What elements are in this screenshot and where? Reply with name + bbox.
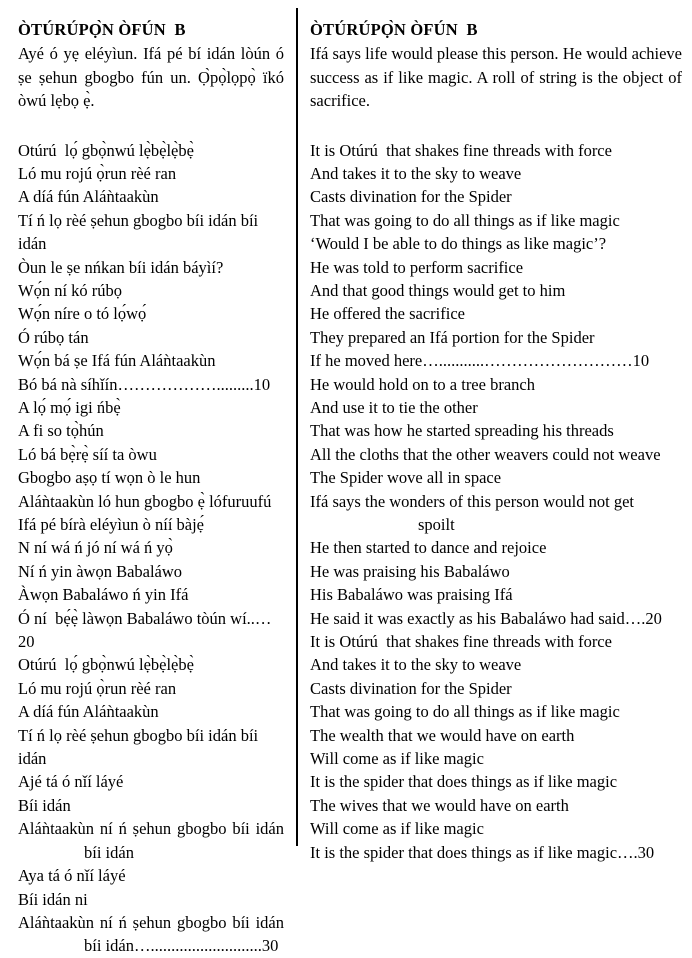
verse-line: Ló mu rojú ọ̀run rèé ran [18,163,177,183]
verse-line: Bíi idán ni [18,889,88,909]
verse-line: Ní ń yin àwọn Babaláwo [18,561,183,581]
verse-line: A fi so tọ̀hún [18,421,104,441]
verse-line: Wọ́n níre o tó lọ́wọ́ [18,304,147,324]
right-column-verse [310,139,682,865]
verse-line: The wealth that we would have on earth [310,725,575,745]
verse-line-numbered: Ó ní bẹ́ẹ̀ làwọn Babaláwo tòún wí..…20 [18,608,272,652]
verse-line: That was going to do all things as if like magic [310,210,620,230]
verse-line: Will come as if like magic [310,749,484,769]
left-column-verse [18,139,284,958]
verse-line-continuation: spoilt [418,515,455,534]
verse-line: The wives that we would have on earth [310,795,569,815]
verse-line: He would hold on to a tree branch [310,374,535,394]
verse-line: Casts divination for the Spider [310,187,512,207]
verse-line: That was going to do all things as if like magic [310,702,620,722]
verse-line: Tí ń lọ rèé ṣehun gbogbo bíi idán bíi idán [18,725,263,769]
verse-line: He was praising his Babaláwo [310,561,510,581]
right-column-heading: ÒTÚRÚPỌ̀N ÒFÚN B [310,20,478,39]
verse-line: Wọ́n ní kó rúbọ [18,280,123,300]
verse-line: A lọ́ mọ́ igi ńbẹ̀ [18,397,121,417]
verse-line: Àwọn Babaláwo ń yin Ifá [18,585,189,605]
verse-line: Ajé tá ó nǐí láyé [18,772,124,792]
verse-line: It is the spider that does things as if like magic [310,772,618,792]
verse-line: Otúrú lọ́ gbọ̀nwú lẹ̀bẹ̀lẹ̀bẹ̀ [18,655,194,675]
verse-line: And that good things would get to him [310,280,566,300]
verse-line: Aláǹtaakùn ní ń ṣehun gbogbo bíi idán [18,912,284,932]
verse-line: Ifá says the wonders of this person would not get [310,491,634,511]
verse-line: Will come as if like magic [310,819,484,839]
verse-line: Gbogbo aṣọ tí wọn ò le hun [18,468,201,488]
verse-line: A díá fún Aláǹtaakùn [18,187,159,207]
verse-line: That was how he started spreading his threads [310,421,614,441]
verse-line: Wọ́n bá ṣe Ifá fún Aláǹtaakùn [18,351,216,371]
right-column-english [310,18,682,864]
verse-line: Tí ń lọ rèé ṣehun gbogbo bíi idán bíi idán [18,210,263,254]
verse-line: A díá fún Aláǹtaakùn [18,702,159,722]
verse-line-numbered: Bó bá nà síhǐín……………….........10 [18,374,271,394]
verse-line-numbered: It is the spider that does things as if like magic….30 [310,842,655,862]
verse-line: ‘Would I be able to do things as like magic’? [310,234,607,254]
right-column-intro-paragraph: Ifá says life would please this person. He would achieve success as if like magic. A roll of string is the object of sacrifice. [310,44,682,110]
verse-line: Òun le ṣe nńkan bíi idán báyìí? [18,257,224,277]
verse-line: Ló mu rojú ọ̀run rèé ran [18,678,177,698]
verse-line-continuation: bíi idán [84,842,134,862]
verse-line: And use it to tie the other [310,397,478,417]
verse-line: Aya tá ó nǐí láyé [18,866,126,886]
column-divider-rule [296,8,298,846]
left-column-heading: ÒTÚRÚPỌ̀N ÒFÚN B [18,20,186,39]
verse-line: He was told to perform sacrifice [310,257,524,277]
verse-line: His Babaláwo was praising Ifá [310,585,513,605]
verse-line: Ifá pé bírà eléyìun ò níí bàjẹ́ [18,515,205,534]
verse-line-numbered: If he moved here…...........………………………10 [310,351,650,371]
verse-line: And takes it to the sky to weave [310,655,522,675]
verse-line: Ló bá bẹ̀rẹ̀ síí ta òwu [18,444,157,464]
verse-line: And takes it to the sky to weave [310,163,522,183]
verse-line: Ó rúbọ tán [18,327,89,347]
left-column-intro-paragraph: Ayé ó yẹ eléyìun. Ifá pé bí idán lòún ó ṣe ṣehun gbogbo fún un. Ọ̀pọ̀lọpọ̀ ïkó òwú lẹbọ ẹ̀. [18,44,284,110]
verse-line: Otúrú lọ́ gbọ̀nwú lẹ̀bẹ̀lẹ̀bẹ̀ [18,140,194,160]
verse-line: All the cloths that the other weavers could not weave [310,444,661,464]
verse-line: It is Otúrú that shakes fine threads with force [310,632,612,652]
verse-line-numbered: He said it was exactly as his Babaláwo had said….20 [310,608,662,628]
left-column-yoruba [18,18,284,958]
verse-line: It is Otúrú that shakes fine threads with force [310,140,612,160]
verse-line: He offered the sacrifice [310,304,465,324]
verse-line: Aláǹtaakùn ló hun gbogbo ẹ̀ lófuruufú [18,491,272,511]
verse-line: They prepared an Ifá portion for the Spider [310,327,595,347]
verse-line-continuation-numbered: bíi idán…...........................30 [84,936,279,956]
verse-line: He then started to dance and rejoice [310,538,547,558]
verse-line: N ní wá ń jó ní wá ń yọ̀ [18,538,173,558]
verse-line: The Spider wove all in space [310,468,502,488]
verse-line: Casts divination for the Spider [310,678,512,698]
verse-line: Aláǹtaakùn ní ń ṣehun gbogbo bíi idán [18,819,284,839]
verse-line: Bíi idán [18,795,71,815]
